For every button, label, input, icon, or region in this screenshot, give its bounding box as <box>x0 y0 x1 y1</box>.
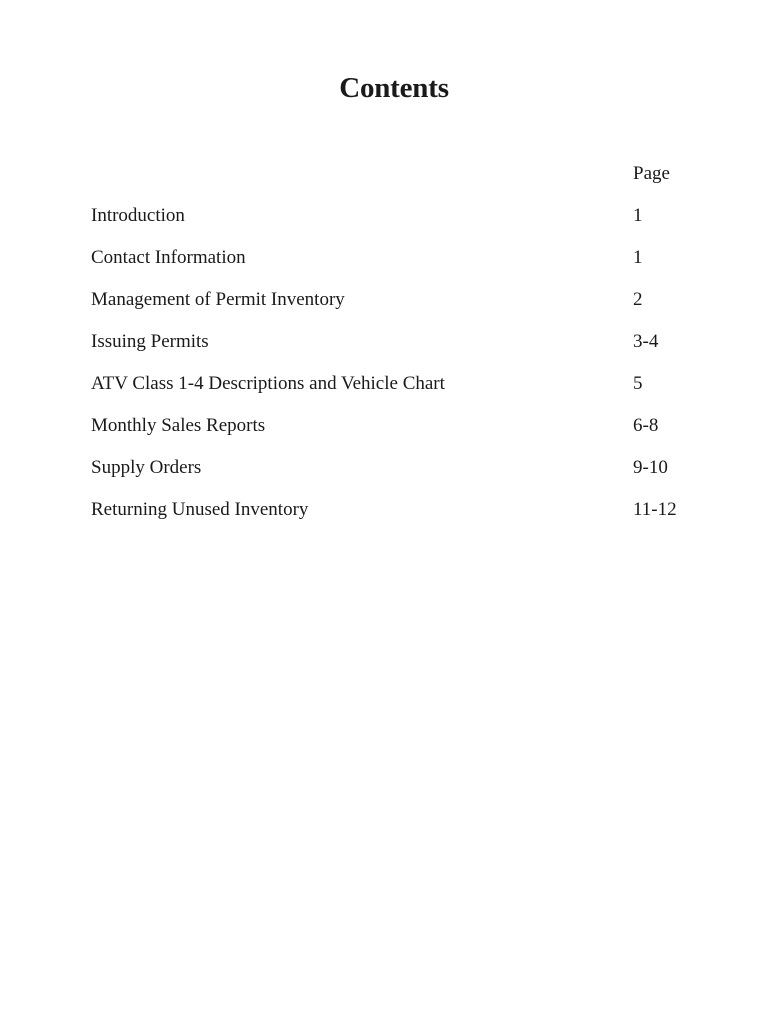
toc-entry <box>91 499 711 541</box>
toc-entry-page: 3-4 <box>633 331 659 352</box>
page-column-header: Page <box>633 163 670 184</box>
toc-entry <box>91 415 711 457</box>
toc-entry-label: Contact Information <box>91 247 246 268</box>
toc-entry-page: 1 <box>633 247 643 268</box>
toc-entry-page: 2 <box>633 289 643 310</box>
toc-entry <box>91 247 711 289</box>
toc-entry <box>91 289 711 331</box>
table-of-contents <box>91 205 711 541</box>
toc-entry-page: 6-8 <box>633 415 659 436</box>
toc-entry <box>91 205 711 247</box>
toc-entry-page: 5 <box>633 373 643 394</box>
toc-entry <box>91 331 711 373</box>
toc-entry-label: Supply Orders <box>91 457 202 478</box>
toc-entry-label: Issuing Permits <box>91 331 209 352</box>
toc-entry-page: 11-12 <box>633 499 677 520</box>
toc-entry-page: 1 <box>633 205 643 226</box>
toc-entry-label: Returning Unused Inventory <box>91 499 309 520</box>
toc-entry-label: Monthly Sales Reports <box>91 415 266 436</box>
toc-entry <box>91 373 711 415</box>
page-title: Contents <box>339 72 449 104</box>
toc-entry <box>91 457 711 499</box>
toc-entry-label: ATV Class 1-4 Descriptions and Vehicle Chart <box>91 373 445 394</box>
toc-entry-label: Management of Permit Inventory <box>91 289 345 310</box>
toc-entry-page: 9-10 <box>633 457 668 478</box>
toc-entry-label: Introduction <box>91 205 185 226</box>
